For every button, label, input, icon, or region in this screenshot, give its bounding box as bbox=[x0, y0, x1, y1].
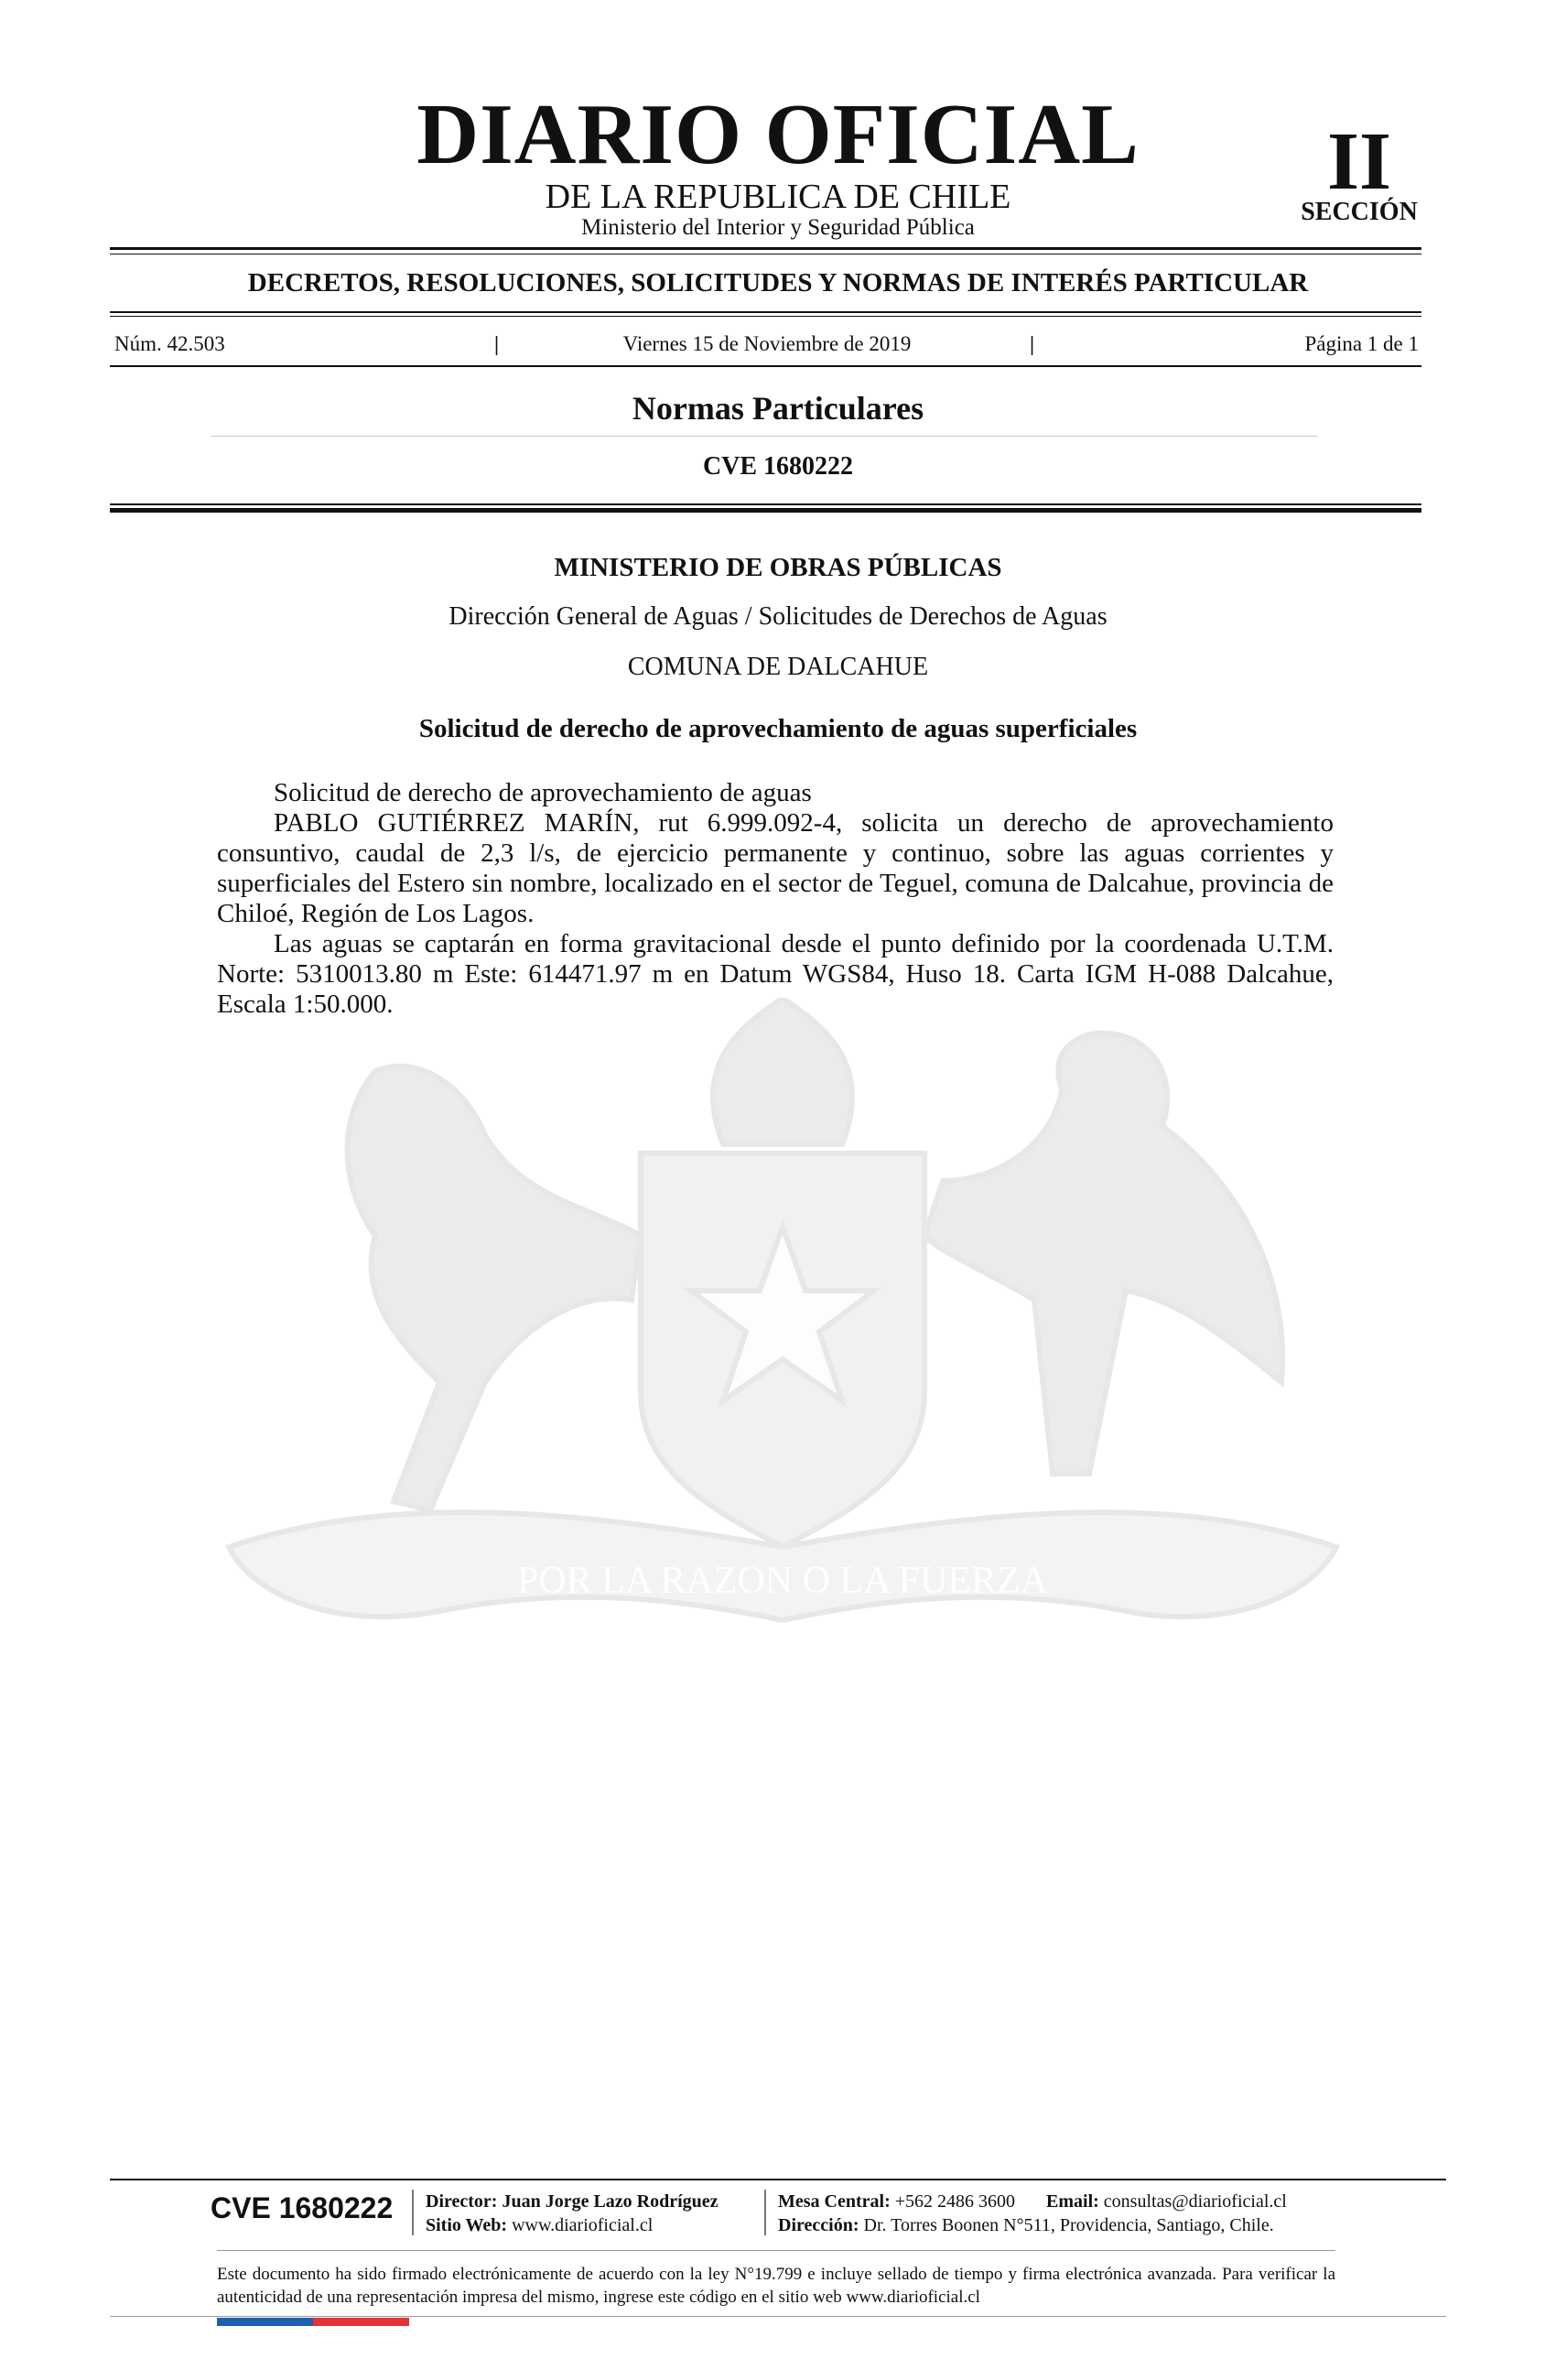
ministry-name: MINISTERIO DE OBRAS PÚBLICAS bbox=[554, 553, 1002, 582]
commune-name: COMUNA DE DALCAHUE bbox=[627, 653, 929, 681]
section-rule-top bbox=[110, 311, 1421, 313]
section-title: DECRETOS, RESOLUCIONES, SOLICITUDES Y NORMAS DE INTERÉS PARTICULAR bbox=[247, 268, 1309, 298]
director-name: Juan Jorge Lazo Rodríguez bbox=[502, 2191, 719, 2212]
document-title: Solicitud de derecho de aprovechamiento de aguas superficiales bbox=[418, 714, 1138, 743]
footer-bottom-rule bbox=[110, 2316, 1446, 2317]
phone-label: Mesa Central: bbox=[778, 2191, 891, 2212]
email-link[interactable]: consultas@diarioficial.cl bbox=[1103, 2191, 1287, 2212]
masthead-title: DIARIO OFICIAL bbox=[416, 87, 1140, 182]
norms-title: Normas Particulares bbox=[632, 390, 924, 427]
issue-date: Viernes 15 de Noviembre de 2019 bbox=[622, 332, 912, 355]
section-label: SECCIÓN bbox=[1301, 198, 1418, 226]
website-link[interactable]: www.diarioficial.cl bbox=[512, 2215, 654, 2235]
phone-number: +562 2486 3600 bbox=[894, 2191, 1016, 2212]
body-rule-thin bbox=[110, 503, 1421, 505]
body-paragraph: Solicitud de derecho de aprovechamiento de aguas bbox=[274, 778, 812, 807]
email-label: Email: bbox=[1046, 2191, 1099, 2212]
director-label: Director: bbox=[426, 2191, 498, 2212]
page-indicator: Página 1 de 1 bbox=[1304, 332, 1419, 355]
norms-underline bbox=[211, 436, 1318, 437]
cve-code: CVE 1680222 bbox=[702, 452, 854, 481]
address-label: Dirección: bbox=[778, 2215, 859, 2235]
web-label: Sitio Web: bbox=[426, 2215, 508, 2235]
masthead-ministry: Ministerio del Interior y Seguridad Pública bbox=[581, 215, 975, 240]
footer-director bbox=[426, 2190, 719, 2237]
footer-divider bbox=[764, 2190, 766, 2235]
masthead-subtitle: DE LA REPUBLICA DE CHILE bbox=[545, 178, 1011, 216]
meta-separator: | bbox=[1030, 332, 1035, 355]
meta-separator: | bbox=[494, 332, 500, 355]
section-number: II bbox=[1326, 116, 1392, 207]
body-paragraph: Las aguas se captarán en forma gravitacional desde el punto definido por la coordenada U.T.M. Norte: 5310013.80 m Este: 614471.97 m en Datum WGS84, Huso 18. Carta IGM H-088 Dalcahue, Escala 1:50.000. bbox=[217, 929, 1334, 1019]
section-rule-top-thin bbox=[110, 316, 1421, 317]
footer-inner-rule bbox=[217, 2250, 1335, 2251]
issue-number: Núm. 42.503 bbox=[114, 332, 225, 355]
body-rule-thick bbox=[110, 508, 1421, 513]
footer-contact bbox=[778, 2190, 1287, 2237]
document-body bbox=[217, 778, 1334, 1020]
body-paragraph: PABLO GUTIÉRREZ MARÍN, rut 6.999.092-4, solicita un derecho de aprovechamiento consuntivo, caudal de 2,3 l/s, de ejercicio permanente y continuo, sobre las aguas corrientes y superficiales del Estero sin nombre, localizado en el sector de Teguel, comuna de Dalcahue, provincia de Chiloé, Región de Los Lagos. bbox=[217, 808, 1334, 928]
header-rule-thick bbox=[110, 247, 1421, 250]
footer-rule bbox=[110, 2179, 1446, 2180]
meta-rule bbox=[110, 365, 1421, 367]
coat-of-arms-icon bbox=[211, 998, 1355, 1639]
footer-legal-notice: Este documento ha sido firmado electrónicamente de acuerdo con la ley N°19.799 e incluye sellado de tiempo y firma electrónica avanzada. Para verificar la autenticidad de una representación impresa del mismo, ingrese este código en el sitio web www.diarioficial.cl bbox=[217, 2265, 1335, 2307]
address-text: Dr. Torres Boonen N°511, Providencia, Santiago, Chile. bbox=[863, 2215, 1274, 2235]
direction-name: Dirección General de Aguas / Solicitudes de Derechos de Aguas bbox=[448, 602, 1108, 631]
flag-stripe-blue bbox=[217, 2318, 313, 2326]
motto-text: POR LA RAZON O LA FUERZA bbox=[517, 1560, 1048, 1602]
footer-divider bbox=[412, 2190, 414, 2235]
footer-cve-code: CVE 1680222 bbox=[211, 2191, 394, 2224]
flag-stripe-red bbox=[313, 2318, 409, 2326]
